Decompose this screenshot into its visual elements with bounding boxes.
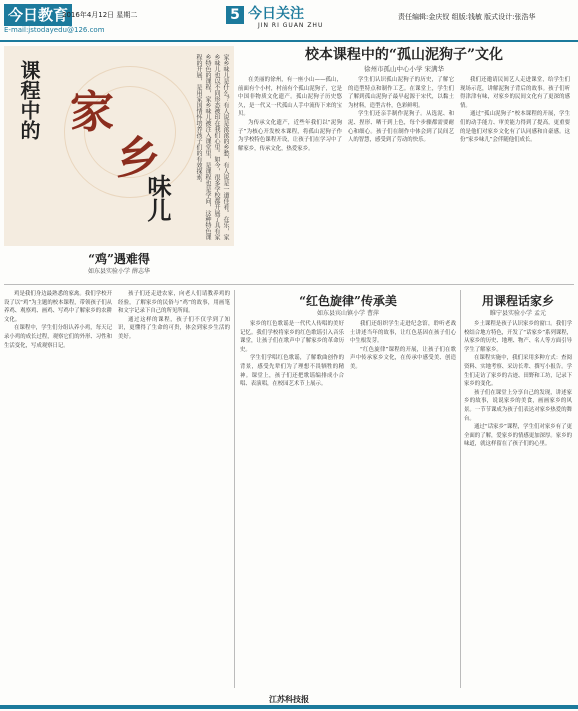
red-article-author: 如东县宾山镇小学 曹萍: [317, 310, 379, 317]
feature-title-xiang: 乡: [116, 133, 160, 184]
red-article-col-2: [350, 320, 456, 686]
main-article-col-2: [348, 76, 454, 280]
paragraph: 学生们认识孤山泥狗子的历史，了解它的造型特点和制作工艺。在课堂上，学生们了解到孤山泥狗子最早起源于宋代，以黏土为材料，造型古朴，色彩鲜明。: [348, 77, 454, 109]
main-article-title: 校本课程中的“孤山泥狗子”文化: [304, 47, 504, 63]
tea-article-col-1: [464, 320, 572, 686]
title-char: 的: [17, 120, 41, 140]
paragraph: “红色旋律”课程的开展，让孩子们在歌声中传承家乡文化，在传承中感受美、创造美。: [350, 346, 456, 370]
feature-description: 家乡味儿是什么？有人说是浓浓的乡愁，有人说是一道佳肴。在乐，家乡味儿也以不同形态被印在我们心里。如今，很多学校都开展了具有家乡特色的课程，家乡味儿被注入课堂里，是课程也是学问，这种特色课程的开展，是用家国情怀培养孩子们的有效探索。: [195, 54, 229, 240]
paragraph: 鸡是我们身边最熟悉的家禽。我们学校开设了以“鸡”为主题的校本课程，带领孩子们从养鸡、观察鸡、画鸡、写鸡中了解家乡的农耕文化。: [4, 291, 112, 323]
newspaper-logo: 今日教育: [4, 4, 72, 26]
paragraph: 学生们学唱红色歌谣，了解歌曲创作的背景，感受先辈们为了理想不畏牺牲的精神。课堂上，孩子们还把歌谣编排成小合唱、表演唱，在校园艺术节上展示。: [240, 355, 344, 388]
tea-article-title: 用课程话家乡: [481, 294, 554, 308]
footer-bar: [0, 705, 578, 709]
red-article-col-1: [240, 320, 344, 686]
horizontal-divider: [4, 284, 574, 285]
title-char: 课: [17, 60, 41, 80]
paragraph: 孩子们还走进农家，向老人们请教养鸡的经验，了解家乡的民俗与“鸡”的故事，用画笔和文字记录下自己的所见所闻。: [118, 291, 230, 315]
page-number-box: [226, 4, 244, 24]
editor-credits: 责任编辑:金庆钗 组版:钱敏 版式设计:张浩华: [398, 13, 536, 21]
paragraph: 在课程中，学生们分组认养小鸡，每天记录小鸡的成长过程，观察它们的外形、习性和生活变化，写成观察日记。: [4, 325, 112, 349]
dumpling-article-col-1: [4, 290, 112, 686]
tea-article-author: 睢宁县实验小学 孟元: [490, 310, 546, 317]
paragraph: 为传承文化遗产，近些年我们以“泥狗子”为核心开发校本课程，将孤山泥狗子作为学校特色课程开设，让孩子们在学习中了解家乡，传承文化，热爱家乡。: [238, 119, 342, 152]
feature-title-part1: [18, 60, 40, 140]
title-char: 程: [17, 80, 41, 100]
title-char: 中: [17, 100, 41, 120]
dumpling-article-title: “鸡”遇难得: [88, 252, 150, 266]
feature-graphic: [4, 46, 234, 246]
paragraph: 通过“话家乡”课程，学生们对家乡有了更全面的了解，爱家乡的情感更加深厚。家乡的味道，就这样留在了孩子们的心里。: [464, 424, 572, 448]
paragraph: 我们还组织学生走进纪念馆，聆听老战士讲述当年的故事，让红色基因在孩子们心中生根发芽。: [350, 321, 456, 345]
masthead: [0, 0, 578, 42]
paragraph: 乡土课程是孩子认识家乡的窗口。我们学校结合地方特色，开发了“话家乡”系列课程，从家乡的历史、地理、物产、名人等方面引导学生了解家乡。: [464, 321, 572, 353]
paragraph: 在美丽的徐州，有一座小山——孤山，前面有个小村，村前有个孤山泥狗子，它是中国非物质文化遗产。孤山泥狗子历史悠久，是一代又一代孤山人手中流传下来的宝贝。: [238, 77, 342, 118]
paragraph: 孩子们在课堂上分享自己的发现，讲述家乡的故事，说说家乡的美食，画画家乡的风景。一节节课成为孩子们表达对家乡热爱的舞台。: [464, 389, 572, 422]
paragraph: 通过“孤山泥狗子”校本课程的开展，学生们的动手能力、审美能力得到了提高，更重要的是他们对家乡文化有了认同感和自豪感。这份“家乡味儿”会伴随他们成长。: [460, 111, 570, 144]
red-article-title: “红色旋律”传承美: [299, 294, 397, 308]
main-article-author: 徐州市孤山中心小学 宋满华: [363, 65, 445, 73]
footer-publication: 江苏科技报: [269, 695, 309, 704]
feature-title-part2: [144, 174, 170, 222]
feature-title-jia: 家: [70, 87, 114, 138]
paragraph: 在课程实施中，我们采用多种方式：查阅资料、实地考察、采访长辈、撰写小报告。学生们走访了家乡的古迹、田野和工坊，记录下家乡的变化。: [464, 355, 572, 388]
paragraph: 家乡的红色歌谣是一代代人传唱的美好记忆。我们学校将家乡的红色歌谣引入音乐课堂，让孩子们在歌声中了解家乡的革命历史。: [240, 321, 344, 353]
section-title: 今日关注: [248, 6, 304, 22]
dumpling-article-col-2: [118, 290, 230, 686]
issue-date: 2016年4月12日 星期二: [62, 11, 138, 19]
title-char: 味: [143, 174, 172, 198]
vertical-divider: [460, 290, 461, 688]
paragraph: 学生们还亲手制作泥狗子。从选泥、和泥、捏形、晒干到上色，每个步骤都需要耐心和细心。孩子们在制作中体会到了民间艺人的智慧，感受到了劳动的快乐。: [348, 111, 454, 144]
paragraph: 通过这样的课程，孩子们不仅学到了知识，更懂得了生命的可贵，体会到家乡生活的美好。: [118, 316, 230, 340]
vertical-divider: [234, 290, 235, 688]
page-number: 5: [226, 6, 244, 24]
paragraph: 我们还邀请民间艺人走进课堂，给学生们现场示范，讲解泥狗子背后的故事。孩子们听得津津有味，对家乡的民间文化有了更深的感情。: [460, 77, 570, 109]
dumpling-article-author: 如东县实验小学 薛志华: [88, 268, 150, 275]
contact-email: E-mail:jstodayedu@126.com: [4, 26, 105, 34]
main-article-col-1: [238, 76, 342, 280]
main-article-col-3: [460, 76, 570, 280]
section-pinyin: JIN RI GUAN ZHU: [258, 22, 324, 29]
title-char: 儿: [143, 198, 172, 222]
